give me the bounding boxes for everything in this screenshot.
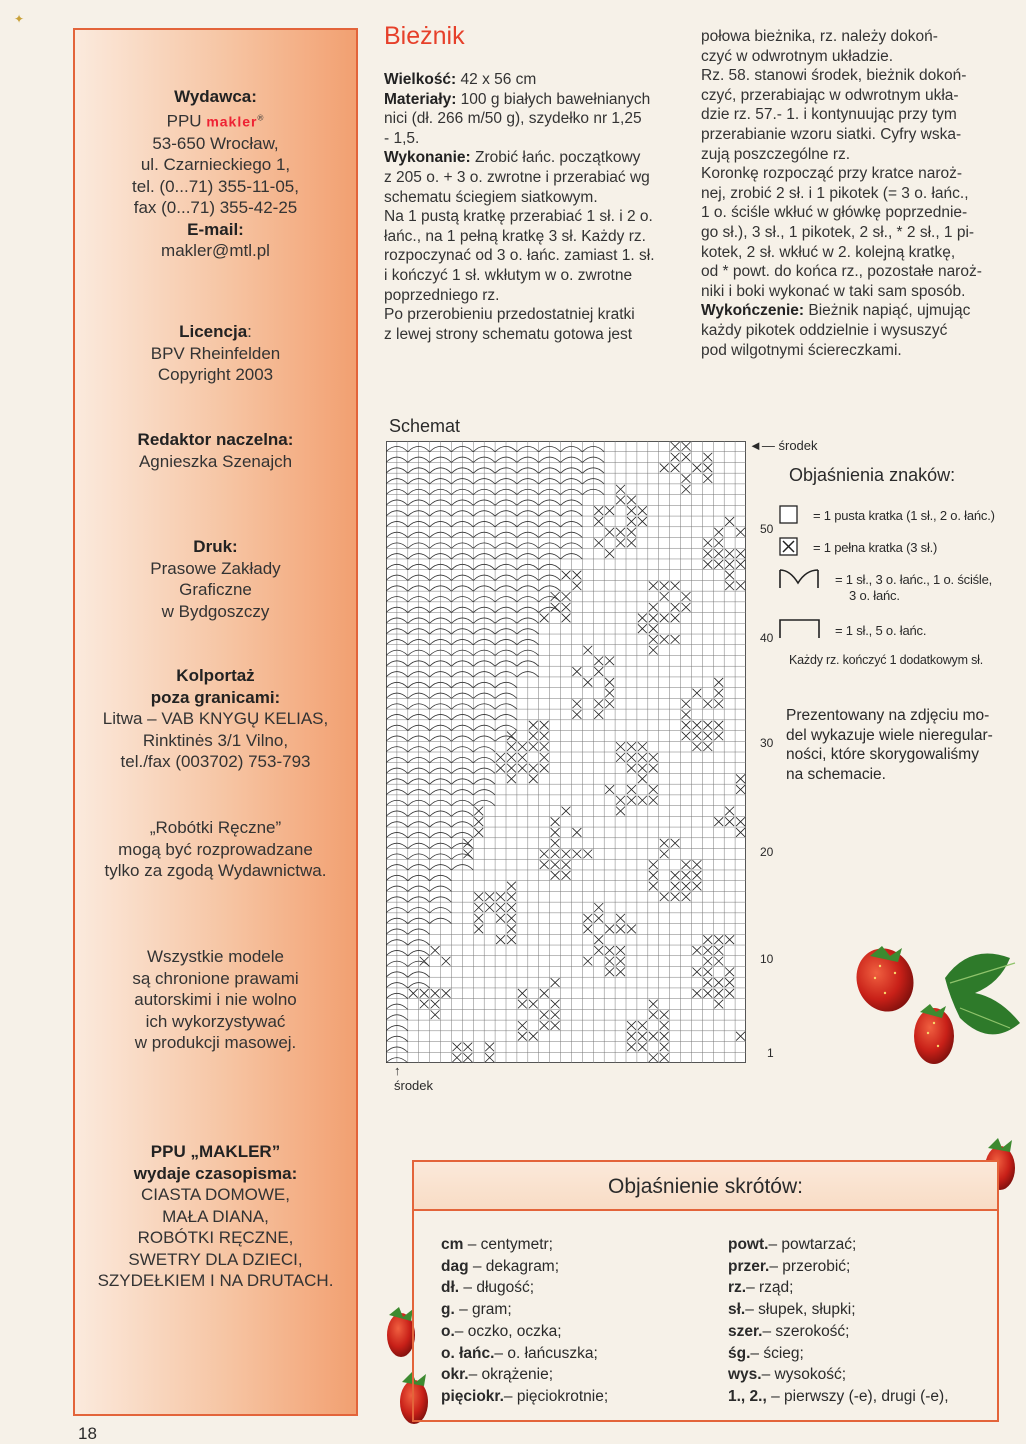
text-line: SZYDEŁKIEM I NA DRUTACH. [97, 1271, 334, 1290]
text-line: rozpoczynać od 3 o. łańc. zamiast 1. sł. [384, 247, 655, 265]
legend-title: Objaśnienia znaków: [789, 465, 956, 485]
text-line: 53-650 Wrocław, [152, 133, 279, 153]
text-line: fax (0...71) 355-42-25 [133, 198, 298, 218]
row-label-40: 40 [760, 631, 774, 645]
abbreviation-item: sł.– słupek, słupki; [728, 1301, 856, 1319]
abbreviations-right [728, 1234, 949, 1408]
license-text [75, 343, 356, 386]
license-heading: Licencja [179, 322, 248, 341]
article-title: Bieżnik [384, 22, 465, 50]
text-line: Wykonanie: Zrobić łańc. początkowy [384, 149, 641, 167]
distribution-block [75, 665, 356, 773]
abbreviation-item: o. łańc.– o. łańcuszka; [441, 1344, 598, 1362]
copyright-notice-1 [75, 817, 356, 882]
text-line: zują poszczególne rz. [701, 145, 851, 163]
editor-name: Agnieszka Szenajch [138, 451, 293, 471]
abbreviation-item: cm – centymetr; [441, 1236, 553, 1253]
distribution-text [75, 708, 356, 773]
text-line: „Robótki Ręczne” [149, 818, 282, 837]
heading-line: wydaje czasopisma: [133, 1163, 298, 1183]
heading-line: PPU „MAKLER” [150, 1142, 281, 1161]
magazines-list [75, 1184, 356, 1292]
text-line: nej, zrobić 2 sł. i 1 pikotek (= 3 o. łańc., [701, 184, 969, 202]
row-label-10: 10 [760, 952, 774, 966]
legend-arch: = 1 sł., 5 o. łańc. [835, 623, 927, 638]
abbreviations-left [441, 1234, 608, 1408]
abbreviation-item: g. – gram; [441, 1301, 512, 1319]
text-line: łańc., na 1 pełną kratkę 3 sł. Każdy rz. [384, 227, 646, 245]
abbreviation-item: szer.– szerokość; [728, 1322, 850, 1340]
text-line: dzie rz. 57.- 1. i kontynuując przy tym [701, 106, 957, 124]
publisher-logo: makler [206, 113, 258, 130]
text-line: tylko za zgodą Wydawnictwa. [104, 861, 327, 880]
text-line: przerabianie wzoru siatki. Cyfry wska- [701, 125, 962, 143]
text-line: del wykazuje wiele nieregular- [786, 726, 993, 744]
abbreviation-item: powt.– powtarzać; [728, 1236, 857, 1253]
abbreviation-item: śg.– ścieg; [728, 1344, 804, 1362]
print-text [75, 558, 356, 623]
distribution-heading [75, 665, 356, 708]
text-line: od * powt. do końca rz., pozostałe naroż- [701, 263, 982, 281]
text-line: ROBÓTKI RĘCZNE, [137, 1228, 294, 1247]
text-line: i kończyć 1 sł. wkłutym w o. zwrotne [384, 266, 633, 284]
text-line: z lewej strony schematu gotowa jest [384, 325, 633, 343]
text-line: tel./fax (003702) 753-793 [120, 752, 311, 771]
text-line: mogą być rozprowadzane [118, 839, 313, 859]
abbreviation-item: 1., 2., – pierwszy (-e), drugi (-e), [728, 1387, 949, 1405]
abbreviation-item: rz.– rząd; [728, 1279, 794, 1297]
abbreviation-item: okr.– okrążenie; [441, 1366, 554, 1384]
text-line: poprzedniego rz. [384, 286, 500, 304]
arch-symbol-icon [778, 617, 822, 639]
article-column-2 [701, 27, 998, 360]
text-line: schematu ściegiem siatkowym. [384, 188, 598, 206]
publisher-heading: Wydawca: [174, 87, 257, 106]
filled-square-icon [779, 537, 799, 557]
magazines-heading [75, 1141, 356, 1184]
text-line: CIASTA DOMOWE, [141, 1185, 290, 1204]
text-line: - 1,5. [384, 129, 420, 147]
legend-full: = 1 pełna kratka (3 sł.) [813, 540, 938, 555]
text-line: każdy pikotek oddzielnie i wysuszyć [701, 321, 948, 339]
text-line: Rinktinės 3/1 Vilno, [142, 730, 289, 750]
text-line: ich wykorzystywać [145, 1011, 286, 1031]
text-line: ności, które skorygowaliśmy [786, 746, 979, 764]
editor-block [75, 429, 356, 472]
heading-line: Kolportaż [176, 666, 255, 685]
photo-remark [786, 706, 1018, 784]
article-column-1 [384, 70, 684, 344]
copyright-notice-2 [75, 946, 356, 1054]
text-line: nici (dł. 266 m/50 g), szydełko nr 1,25 [384, 110, 642, 128]
abbreviations-box [412, 1160, 999, 1422]
text-line: Wykończenie: Bieżnik napiąć, ujmując [701, 302, 971, 320]
email-link[interactable]: makler@mtl.pl [161, 241, 270, 261]
center-marker-bottom: ↑ środek [394, 1063, 434, 1093]
abbreviation-item: dag – dekagram; [441, 1257, 560, 1275]
print-heading: Druk: [193, 537, 238, 556]
text-line: Copyright 2003 [157, 365, 274, 384]
text-line: Litwa – VAB KNYGŲ KELIAS, [102, 709, 329, 728]
text-line: w Bydgoszczy [161, 601, 270, 621]
license-block: Licencja: BPV Rheinfelden Copyright 2003 [75, 321, 356, 386]
magazines-block [75, 1141, 356, 1292]
strawberries-image [850, 938, 1026, 1074]
abbreviations-title: Objaśnienie skrótów: [414, 1162, 997, 1211]
text-line: Po przerobieniu przedostatniej kratki [384, 306, 635, 324]
abbreviation-item: o.– oczko, oczka; [441, 1322, 562, 1340]
text-line: niki i boki wykonać w taki sam sposób. [701, 282, 966, 300]
text-line: SWETRY DLA DZIECI, [128, 1249, 303, 1269]
abbreviation-item: dł. – długość; [441, 1279, 535, 1297]
text-line: tel. (0...71) 355-11-05, [132, 176, 299, 196]
text-line: na schemacie. [786, 765, 886, 783]
row-label-50: 50 [760, 522, 774, 536]
publisher-line: PPU makler® [166, 111, 265, 131]
chart-label: Schemat [389, 416, 461, 436]
text-line: ul. Czarnieckiego 1, [140, 155, 291, 175]
text-line: pod wilgotnymi ściereczkami. [701, 341, 902, 359]
text-line: z 205 o. + 3 o. zwrotne i przerabiać wg [384, 168, 650, 186]
row-label-30: 30 [760, 736, 774, 750]
text-line: Materiały: 100 g białych bawełnianych [384, 90, 651, 108]
row-label-1: 1 [767, 1046, 774, 1060]
decorative-star-icon: ✦ [14, 12, 25, 26]
abbreviation-item: wys.– wysokość; [728, 1366, 847, 1384]
editor-heading: Redaktor naczelna: [137, 430, 294, 449]
text-line: BPV Rheinfelden [150, 343, 281, 363]
row-label-20: 20 [760, 845, 774, 859]
empty-square-icon [779, 505, 799, 525]
text-line: 1 o. ściśle wkłuć w główkę poprzednie- [701, 204, 968, 222]
text-line: Graficzne [179, 580, 252, 599]
heading-line: poza granicami: [150, 687, 281, 707]
text-line: Wszystkie modele [147, 947, 284, 966]
email-heading: E-mail: [187, 219, 244, 239]
text-line: kotek, 2 sł. wkłuć w 2. kolejną kratkę, [701, 243, 956, 261]
text-line: MAŁA DIANA, [162, 1206, 269, 1226]
text-line: Na 1 pustą kratkę przerabiać 1 sł. i 2 o. [384, 208, 653, 226]
print-block [75, 536, 356, 622]
text-line: są chronione prawami [132, 968, 299, 988]
abbreviation-item: pięciokr.– pięciokrotnie; [441, 1387, 609, 1405]
text-line: Prezentowany na zdjęciu mo- [786, 707, 990, 724]
picot-symbol-icon [778, 567, 822, 589]
text-line: Prasowe Zakłady [150, 558, 281, 578]
crochet-chart [386, 441, 746, 1063]
text-line: czyć w odwrotnym układzie. [701, 47, 894, 65]
text-line: połowa bieżnika, rz. należy dokoń- [701, 28, 938, 45]
publisher-block [75, 86, 356, 262]
legend-empty: = 1 pusta kratka (1 sł., 2 o. łańc.) [813, 508, 995, 523]
legend-picot: = 1 sł., 3 o. łańc., 1 o. ściśle, 3 o. łańc. [835, 572, 993, 603]
text-line: Koronkę rozpocząć przy kratce naroż- [701, 165, 963, 183]
text-line: Wielkość: 42 x 56 cm [384, 71, 537, 88]
abbreviation-item: przer.– przerobić; [728, 1257, 851, 1275]
text-line: czyć, przerabiając w odwrotnym ukła- [701, 86, 959, 104]
text-line: go sł.), 3 sł., 1 pikotek, 2 sł., * 2 sł., 1 pi- [701, 223, 975, 241]
text-line: w produkcji masowej. [134, 1033, 297, 1052]
text-line: autorskimi i nie wolno [134, 990, 297, 1009]
legend-note: Każdy rz. kończyć 1 dodatkowym sł. [789, 653, 983, 667]
address [75, 133, 356, 219]
text-line: Rz. 58. stanowi środek, bieżnik dokoń- [701, 67, 967, 85]
publisher-sidebar [73, 28, 358, 1416]
center-marker-top: ◄— środek [749, 438, 818, 453]
page-number: 18 [78, 1424, 97, 1443]
